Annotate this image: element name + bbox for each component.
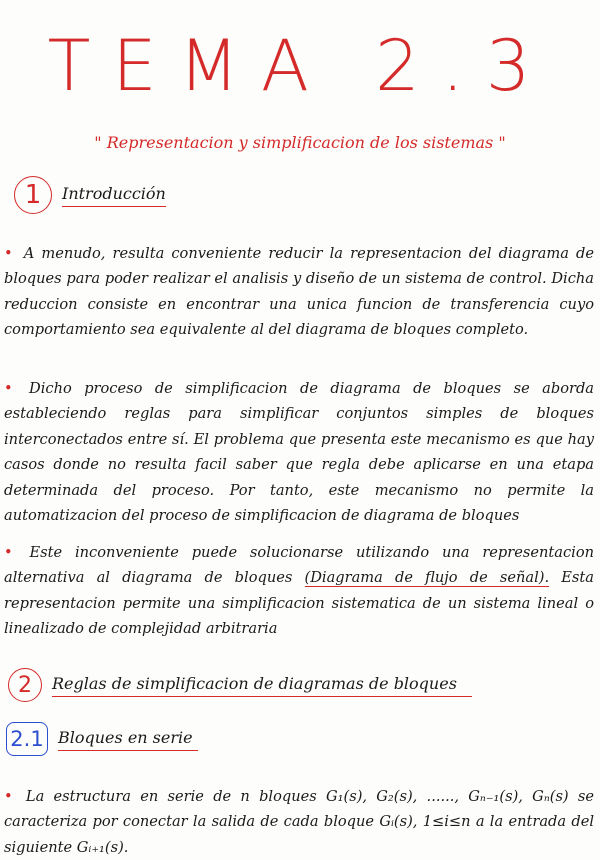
page-subtitle: " Representacion y simplificacion de los sistemas " bbox=[94, 133, 506, 152]
paragraph-text: A menudo, resulta conveniente reducir la representacion del diagrama de bloques para poder realizar el analisis y diseño de un sistema de control. Dicha reduccion consiste en encontrar una unica funcion de transferencia cuyo comportamiento sea equivalente al del diagrama de bloques completo. bbox=[4, 245, 595, 339]
paragraph-text: Este inconveniente puede solucionarse utilizando una representacion alternativa al diagrama de bloques bbox=[4, 544, 595, 587]
paragraph-text: Esta representacion permite una simplificacion sistematica de un sistema lineal o linealizado de complejidad arbitraria bbox=[4, 569, 594, 638]
section-bloques-serie bbox=[6, 722, 198, 756]
paragraph-3 bbox=[4, 540, 594, 642]
paragraph-4 bbox=[4, 784, 594, 860]
paragraph-text: Dicho proceso de simplificacion de diagrama de bloques se aborda estableciendo reglas para simplificar conjuntos simples de bloques interconectados entre sí. El problema que presenta este mecanismo es que hay casos donde no resulta facil saber que regla debe aplicarse en una etapa determinada del proceso. Por tanto, este mecanismo no permite la automatizacion del proceso de simplificacion de diagrama de bloques bbox=[4, 380, 595, 525]
paragraph-1 bbox=[4, 241, 594, 343]
bullet-icon: • bbox=[4, 544, 13, 561]
signal-flow-diagram-term: (Diagrama de flujo de señal). bbox=[304, 569, 550, 587]
page-title: TEMA 2.3 bbox=[47, 25, 553, 107]
section-introduccion bbox=[14, 176, 166, 214]
bullet-icon: • bbox=[4, 245, 13, 262]
section-title: Bloques en serie bbox=[58, 728, 198, 751]
paragraph-text: La estructura en serie de n bloques G₁(s), G₂(s), ......, Gₙ₋₁(s), Gₙ(s) se caracteriza por conectar la salida de cada bloque Gᵢ(s), 1≤i≤n a la entrada del siguiente Gᵢ₊₁(s). bbox=[4, 788, 595, 856]
subsection-number-badge: 2.1 bbox=[6, 722, 48, 756]
bullet-icon: • bbox=[4, 788, 13, 805]
bullet-icon: • bbox=[4, 380, 13, 397]
section-number-badge: 2 bbox=[8, 668, 42, 702]
section-title: Reglas de simplificacion de diagramas de bloques bbox=[52, 674, 472, 697]
paragraph-2 bbox=[4, 376, 594, 528]
section-title: Introducción bbox=[62, 184, 166, 207]
section-number-badge: 1 bbox=[14, 176, 52, 214]
section-reglas bbox=[8, 668, 472, 702]
